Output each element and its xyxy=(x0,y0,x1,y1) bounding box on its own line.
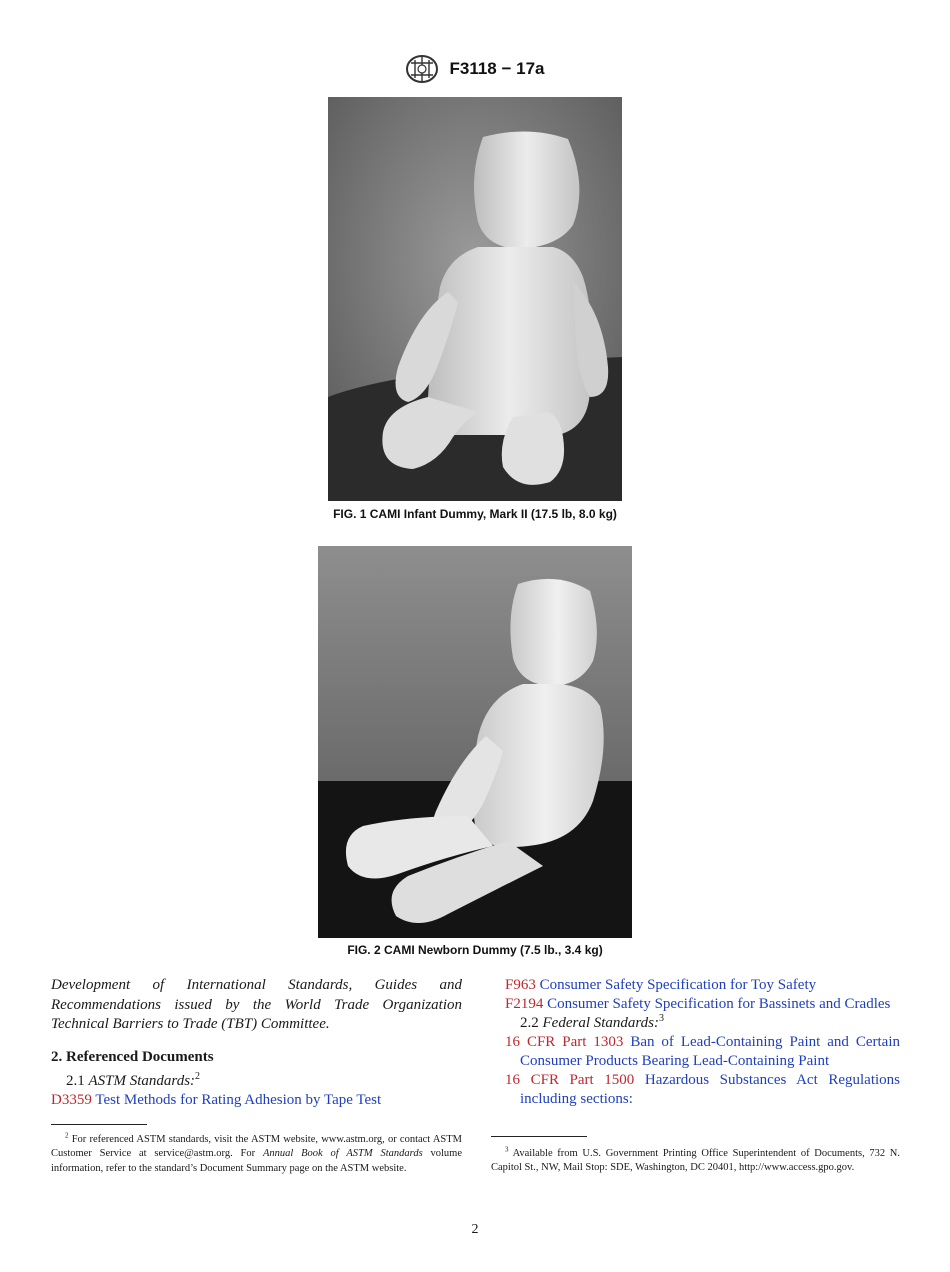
reference-item xyxy=(505,1033,900,1071)
section-heading: 2. Referenced Documents xyxy=(51,1048,214,1065)
reference-code-link[interactable]: F963 xyxy=(505,977,536,993)
footnote-number: 3 xyxy=(505,1145,509,1154)
footnote-text: volume information, refer to the standard’s Document Summary page on the ASTM website. xyxy=(51,1148,462,1174)
reference-title-link[interactable]: Hazardous Substances Act Regulations including sections: xyxy=(520,1072,901,1107)
reference-title-link[interactable]: Consumer Safety Specification for Bassinets and Cradles xyxy=(547,996,891,1012)
page-header xyxy=(0,52,950,86)
document-id: F3118 − 17a xyxy=(449,59,545,78)
footnote-divider xyxy=(491,1136,587,1137)
astm-logo-icon xyxy=(405,54,439,84)
reference-item xyxy=(505,995,900,1014)
subsection-number: 2.1 xyxy=(66,1072,85,1089)
footnote-italic-text: Annual Book of ASTM Standards xyxy=(262,1148,423,1160)
footnote-text: Available from U.S. Government Printing Office Superintendent of Documents, 732 N. Capitol St., NW, Mail Stop: SDE, Washington, DC 20401, http://www.access.gpo.gov. xyxy=(491,1148,901,1174)
newborn-dummy-photo xyxy=(318,546,632,938)
reference-item xyxy=(51,1091,462,1110)
footnote-2 xyxy=(51,1133,462,1176)
footnote-marker[interactable]: 3 xyxy=(659,1013,665,1024)
right-column xyxy=(505,976,900,1109)
reference-item xyxy=(505,976,900,995)
figure-2-caption: FIG. 2 CAMI Newborn Dummy (7.5 lb., 3.4 kg) xyxy=(347,943,603,957)
subsection-label: Federal Standards: xyxy=(542,1015,660,1031)
footnote-number: 2 xyxy=(65,1131,69,1140)
reference-code-link[interactable]: F2194 xyxy=(505,996,544,1012)
subsection-label: ASTM Standards: xyxy=(88,1072,196,1089)
subsection-2-1 xyxy=(66,1072,462,1091)
reference-code-link[interactable]: 16 CFR Part 1500 xyxy=(505,1072,635,1088)
footnote-marker[interactable]: 2 xyxy=(195,1070,201,1082)
reference-code-link[interactable]: 16 CFR Part 1303 xyxy=(505,1034,624,1050)
reference-title-link[interactable]: Ban of Lead-Containing Paint and Certain Consumer Products Bearing Lead-Containing Paint xyxy=(520,1034,900,1069)
reference-title-link[interactable]: Consumer Safety Specification for Toy Safety xyxy=(539,977,817,993)
footnote-3 xyxy=(491,1147,900,1176)
reference-item xyxy=(505,1071,900,1109)
left-column xyxy=(51,976,462,1110)
subsection-2-2 xyxy=(520,1014,900,1033)
reference-code-link[interactable]: D3359 xyxy=(51,1091,92,1108)
footnote-text: For referenced ASTM standards, visit the ASTM website, www.astm.org, or contact ASTM Customer Service at service@astm.org. For xyxy=(51,1134,463,1160)
figure-1-caption: FIG. 1 CAMI Infant Dummy, Mark II (17.5 lb, 8.0 kg) xyxy=(333,507,617,521)
subsection-number: 2.2 xyxy=(520,1015,539,1031)
page-number: 2 xyxy=(471,1222,479,1237)
footnote-divider xyxy=(51,1124,147,1125)
infant-dummy-photo xyxy=(328,97,622,501)
reference-title-link[interactable]: Test Methods for Rating Adhesion by Tape Test xyxy=(95,1091,382,1108)
intro-paragraph: Development of International Standards, Guides and Recommendations issued by the World Trade Organization Technical Barriers to Trade (TBT) Committee. xyxy=(51,977,462,1032)
